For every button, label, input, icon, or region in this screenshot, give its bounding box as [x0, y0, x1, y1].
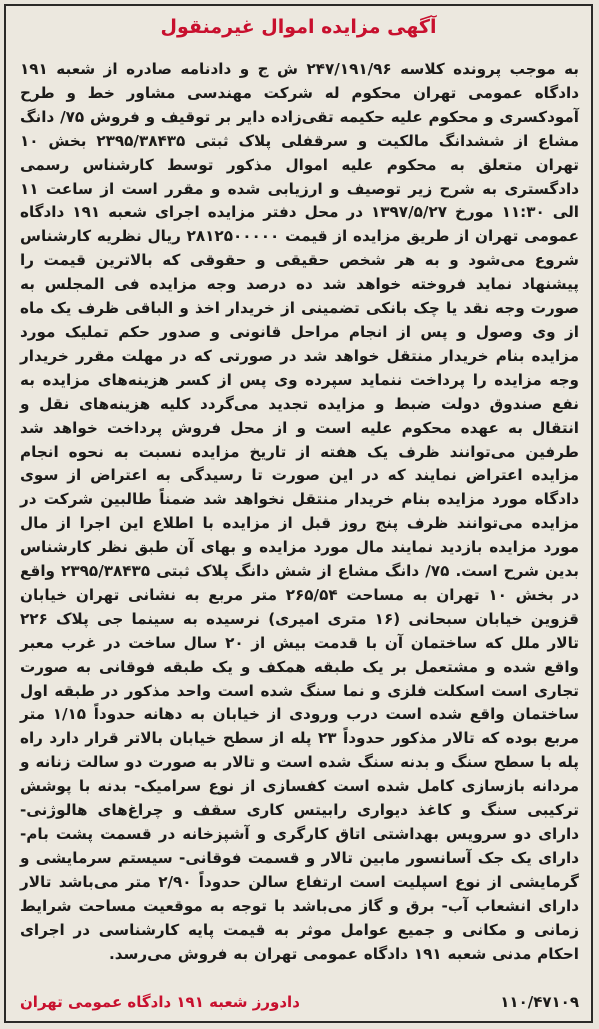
notice-footer: [20, 989, 579, 1013]
notice-title: آگهی مزایده اموال غیرمنقول: [160, 16, 437, 38]
reference-code: ۱۱۰/۴۷۱۰۹: [500, 993, 579, 1011]
signature-line: دادورز شعبه ۱۹۱ دادگاه عمومی تهران: [20, 993, 300, 1011]
legal-notice-clipping: [4, 4, 593, 1023]
notice-body: به موجب پرونده کلاسه ۲۴۷/۱۹۱/۹۶ ش ج و دادنامه صادره از شعبه ۱۹۱ دادگاه عمومی تهران محکوم له شرکت مهندسی مشاور خط و طرح آمودکسری و محکوم علیه حکیمه تقی‌زاده دایر بر توقیف و فروش ۷۵/ دانگ مشاع از ششدانگ مالکیت و سرقفلی پلاک ثبتی ۲۳۹۵/۳۸۴۳۵ بخش ۱۰ تهران متعلق به محکوم علیه اموال مذکور توسط کارشناس رسمی دادگستری به شرح زیر توصیف و ارزیابی شده و مقرر است از ساعت ۱۱ الی ۱۱:۳۰ مورخ ۱۳۹۷/۵/۲۷ در محل دفتر مزایده اجرای شعبه ۱۹۱ دادگاه عمومی تهران از طریق مزایده از قیمت ۲۸۱۲۵۰۰۰۰۰ ریال نظریه کارشناس شروع می‌شود و به هر شخص حقیقی و حقوقی که بالاترین قیمت را پیشنهاد نماید فروخته خواهد شد ده درصد وجه مزایده فی المجلس به صورت وجه نقد یا چک بانکی تضمینی از خریدار اخذ و الباقی ظرف یک ماه از وی وصول و پس از انجام مراحل قانونی و صدور حکم تملیک مورد مزایده بنام خریدار منتقل خواهد شد در صورتی که در مهلت مقرر خریدار وجه مزایده را پرداخت ننماید سپرده وی پس از کسر هزینه‌های مزایده به نفع صندوق دولت ضبط و مزایده تجدید می‌گردد کلیه هزینه‌های نقل و انتقال به عهده محکوم علیه است و از محل فروش پرداخت خواهد شد طرفین می‌توانند ظرف یک هفته از تاریخ مزایده نسبت به نحوه انجام مزایده اعتراض نمایند که در این صورت تا رسیدگی به اعتراض از سوی دادگاه مورد مزایده بنام خریدار منتقل نخواهد شد ضمناً طالبین شرکت در مزایده می‌توانند ظرف پنج روز قبل از مزایده با اطلاع این اجرا از مال مورد مزایده بازدید نمایند مال مورد مزایده و بهای آن طبق نظر کارشناس بدین شرح است. ۷۵/ دانگ مشاع از شش دانگ پلاک ثبتی ۲۳۹۵/۳۸۴۳۵ واقع در بخش ۱۰ تهران به مساحت ۲۶۵/۵۴ متر مربع به نشانی تهران خیابان قزوین خیابان سبحانی (۱۶ متری امیری) نرسیده به سینما جی پلاک ۲۲۶ تالار ملل که ساختمان آن با قدمت بیش از ۲۰ سال ساخت در غرب معبر واقع شده و مشتعمل بر یک طبقه همکف و یک طبقه فوقانی به صورت تجاری است اسکلت فلزی و نما سنگ شده است واحد مذکور در طبقه اول ساختمان واقع شده است درب ورودی از خیابان به دهانه حدوداً ۱/۱۵ متر مربع بوده که تالار مذکور حدوداً ۲۳ پله از سطح خیابان بالاتر قرار دارد راه پله با سطح سنگ و بدنه سنگ شده است و تالار به صورت دو سالت زنانه و مردانه بازسازی کامل شده است کفسازی از نوع سرامیک- بدنه با پوشش ترکیبی سنگ و کاغذ دیواری رابیتس کاری سقف و چراغ‌های هالوژنی- دارای دو سرویس بهداشتی اتاق کارگری و آشپزخانه در قسمت پشت بام- دارای یک جک آسانسور مابین تالار و قسمت فوقانی- سیستم سرمایشی و گرمایشی از نوع اسپلیت است ارتفاع سالن حدوداً ۲/۹۰ متر می‌باشد تالار دارای انشعاب آب- برق و گاز می‌باشد با توجه به موقعیت مساحت شرایط زمانی و مکانی و جمیع عوامل موثر به قیمت پایه کارشناسی در اجرای احکام مدنی شعبه ۱۹۱ دادگاه عمومی تهران به فروش می‌رسد.: [20, 60, 580, 963]
